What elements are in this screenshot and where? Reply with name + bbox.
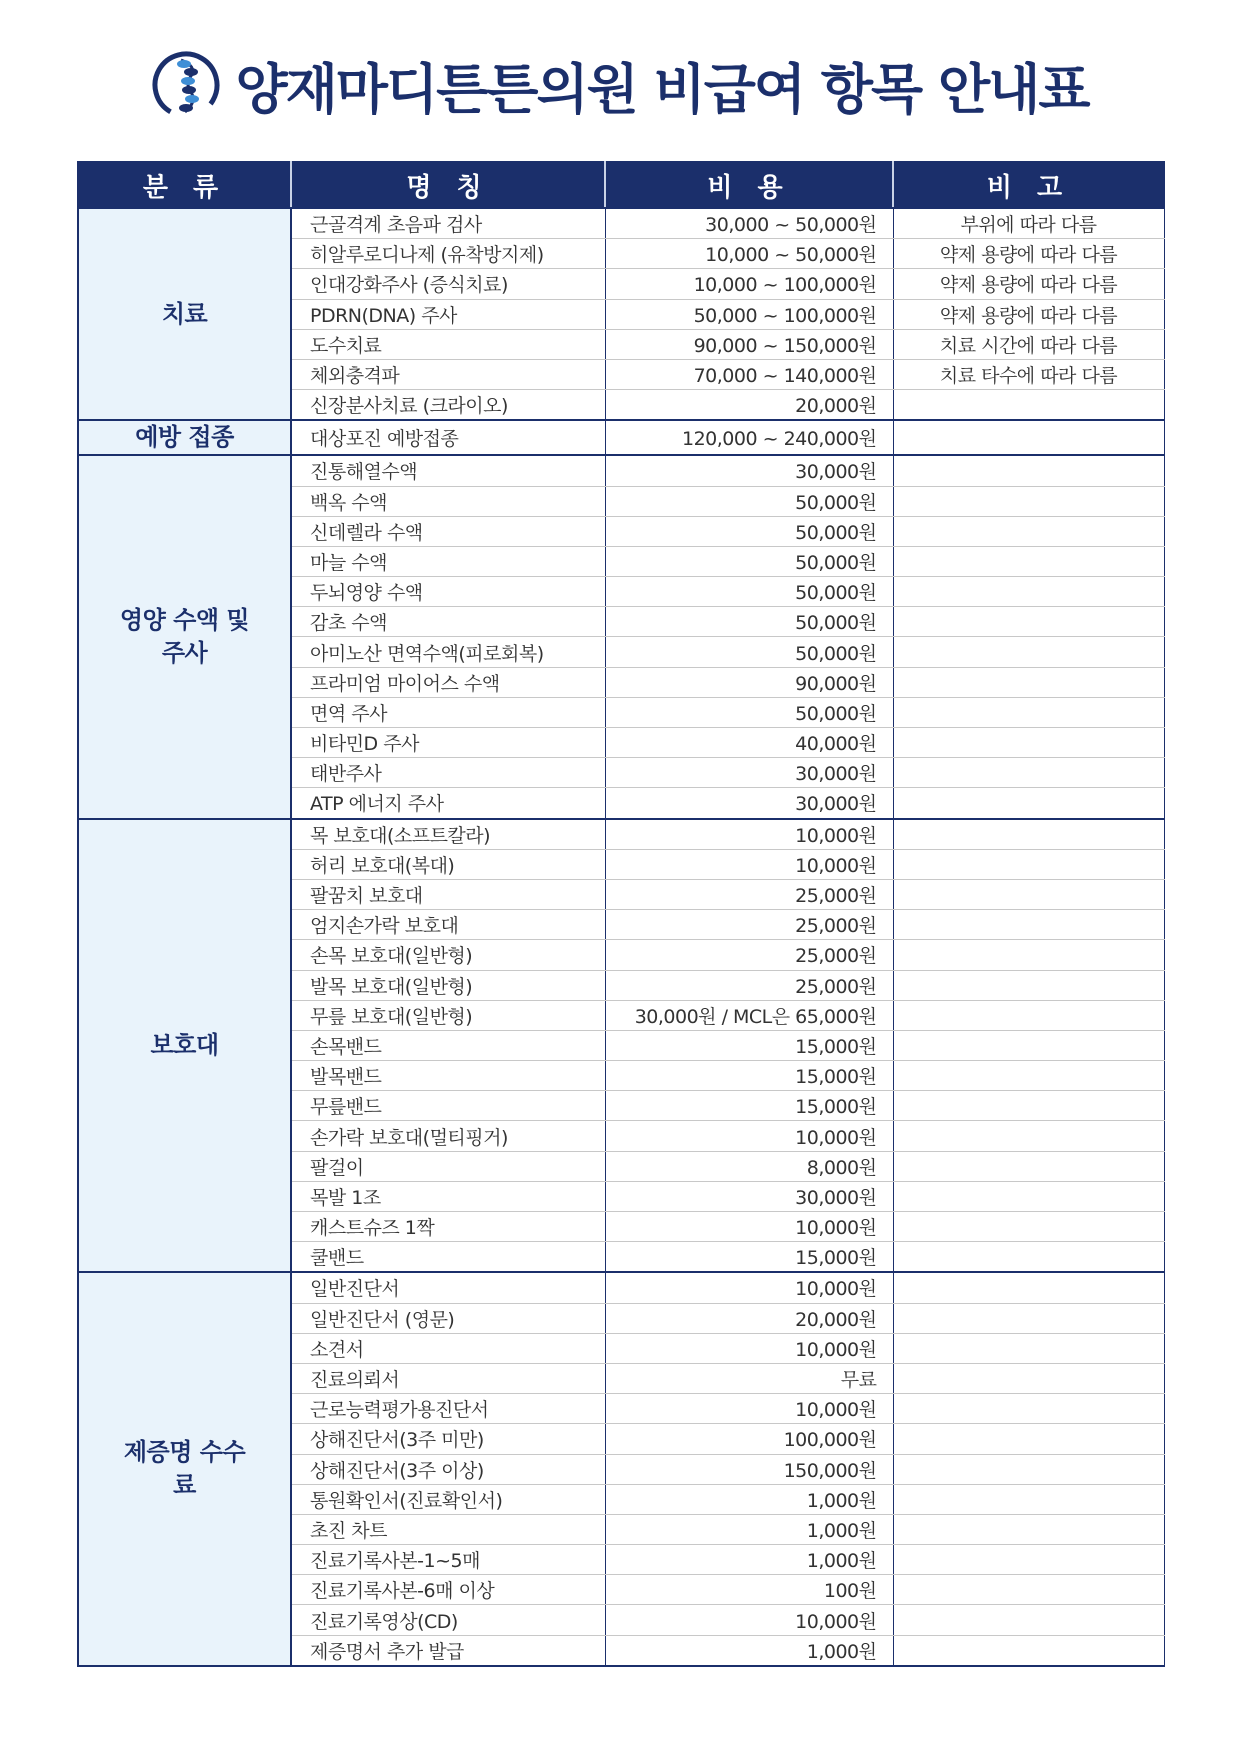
- name-cell: 허리 보호대(복대): [291, 849, 605, 879]
- name-cell: 일반진단서 (영문): [291, 1303, 605, 1333]
- note-cell: [893, 788, 1164, 819]
- price-cell: 50,000원: [605, 486, 893, 516]
- category-cell: 영양 수액 및 주사: [78, 455, 291, 818]
- price-cell: 50,000원: [605, 697, 893, 727]
- note-cell: [893, 1363, 1164, 1393]
- name-cell: 손가락 보호대(멀티핑거): [291, 1121, 605, 1151]
- price-cell: 15,000원: [605, 1030, 893, 1060]
- note-cell: [893, 607, 1164, 637]
- name-cell: 태반주사: [291, 758, 605, 788]
- name-cell: 감초 수액: [291, 607, 605, 637]
- note-cell: [893, 819, 1164, 850]
- note-cell: [893, 486, 1164, 516]
- name-cell: 인대강화주사 (증식치료): [291, 269, 605, 299]
- price-cell: 15,000원: [605, 1061, 893, 1091]
- name-cell: 팔꿈치 보호대: [291, 879, 605, 909]
- note-cell: [893, 1000, 1164, 1030]
- note-cell: [893, 1394, 1164, 1424]
- name-cell: 근골격계 초음파 검사: [291, 208, 605, 239]
- price-cell: 30,000원: [605, 788, 893, 819]
- name-cell: 신장분사치료 (크라이오): [291, 390, 605, 421]
- price-cell: 1,000원: [605, 1545, 893, 1575]
- note-cell: [893, 1635, 1164, 1666]
- note-cell: [893, 849, 1164, 879]
- note-cell: [893, 1181, 1164, 1211]
- name-cell: 두뇌영양 수액: [291, 577, 605, 607]
- note-cell: [893, 390, 1164, 421]
- name-cell: 발목 보호대(일반형): [291, 970, 605, 1000]
- price-cell: 20,000원: [605, 1303, 893, 1333]
- column-header-price: 비 용: [605, 162, 893, 208]
- price-cell: 30,000 ~ 50,000원: [605, 208, 893, 239]
- price-cell: 10,000원: [605, 819, 893, 850]
- price-cell: 10,000원: [605, 1272, 893, 1303]
- table-row: [78, 455, 1164, 486]
- name-cell: 통원확인서(진료확인서): [291, 1484, 605, 1514]
- note-cell: [893, 1605, 1164, 1635]
- name-cell: 근로능력평가용진단서: [291, 1394, 605, 1424]
- name-cell: 진료기록영상(CD): [291, 1605, 605, 1635]
- name-cell: 진료기록사본-6매 이상: [291, 1575, 605, 1605]
- price-cell: 25,000원: [605, 940, 893, 970]
- price-cell: 100,000원: [605, 1424, 893, 1454]
- note-cell: [893, 1242, 1164, 1273]
- price-cell: 10,000원: [605, 1121, 893, 1151]
- name-cell: 아미노산 면역수액(피로회복): [291, 637, 605, 667]
- name-cell: 손목밴드: [291, 1030, 605, 1060]
- table-row: [78, 819, 1164, 850]
- price-cell: 8,000원: [605, 1151, 893, 1181]
- note-cell: [893, 1333, 1164, 1363]
- price-cell: 90,000원: [605, 667, 893, 697]
- name-cell: 초진 차트: [291, 1514, 605, 1544]
- note-cell: [893, 420, 1164, 455]
- name-cell: 마늘 수액: [291, 546, 605, 576]
- note-cell: [893, 1091, 1164, 1121]
- table-row: [78, 420, 1164, 455]
- note-cell: [893, 1061, 1164, 1091]
- price-cell: 1,000원: [605, 1484, 893, 1514]
- note-cell: 치료 타수에 따라 다름: [893, 359, 1164, 389]
- note-cell: [893, 728, 1164, 758]
- note-cell: [893, 758, 1164, 788]
- table-body: [78, 208, 1164, 1666]
- note-cell: [893, 577, 1164, 607]
- name-cell: ATP 에너지 주사: [291, 788, 605, 819]
- spine-icon: [151, 50, 221, 120]
- name-cell: 신데렐라 수액: [291, 516, 605, 546]
- price-cell: 15,000원: [605, 1242, 893, 1273]
- note-cell: [893, 697, 1164, 727]
- table-row: [78, 208, 1164, 239]
- note-cell: [893, 1545, 1164, 1575]
- note-cell: [893, 1121, 1164, 1151]
- note-cell: [893, 1151, 1164, 1181]
- category-cell: 치료: [78, 208, 291, 420]
- name-cell: PDRN(DNA) 주사: [291, 299, 605, 329]
- note-cell: [893, 1030, 1164, 1060]
- price-cell: 25,000원: [605, 970, 893, 1000]
- name-cell: 도수치료: [291, 329, 605, 359]
- name-cell: 진료의뢰서: [291, 1363, 605, 1393]
- note-cell: [893, 1575, 1164, 1605]
- column-header-name: 명 칭: [291, 162, 605, 208]
- name-cell: 팔걸이: [291, 1151, 605, 1181]
- price-cell: 10,000 ~ 100,000원: [605, 269, 893, 299]
- note-cell: [893, 910, 1164, 940]
- price-cell: 50,000원: [605, 607, 893, 637]
- price-cell: 10,000원: [605, 1333, 893, 1363]
- price-cell: 10,000 ~ 50,000원: [605, 239, 893, 269]
- note-cell: [893, 940, 1164, 970]
- price-cell: 25,000원: [605, 879, 893, 909]
- name-cell: 면역 주사: [291, 697, 605, 727]
- price-cell: 70,000 ~ 140,000원: [605, 359, 893, 389]
- price-cell: 50,000원: [605, 546, 893, 576]
- column-header-note: 비 고: [893, 162, 1164, 208]
- price-cell: 30,000원 / MCL은 65,000원: [605, 1000, 893, 1030]
- name-cell: 진통해열수액: [291, 455, 605, 486]
- table-row: [78, 1272, 1164, 1303]
- name-cell: 프라미엄 마이어스 수액: [291, 667, 605, 697]
- price-cell: 150,000원: [605, 1454, 893, 1484]
- note-cell: [893, 1303, 1164, 1333]
- note-cell: 약제 용량에 따라 다름: [893, 239, 1164, 269]
- note-cell: [893, 1272, 1164, 1303]
- price-table: [77, 161, 1165, 1667]
- price-cell: 1,000원: [605, 1635, 893, 1666]
- price-cell: 10,000원: [605, 1605, 893, 1635]
- name-cell: 무릎밴드: [291, 1091, 605, 1121]
- name-cell: 백옥 수액: [291, 486, 605, 516]
- price-cell: 30,000원: [605, 455, 893, 486]
- column-header-category: 분 류: [78, 162, 291, 208]
- name-cell: 상해진단서(3주 이상): [291, 1454, 605, 1484]
- price-cell: 무료: [605, 1363, 893, 1393]
- name-cell: 목발 1조: [291, 1181, 605, 1211]
- price-cell: 10,000원: [605, 849, 893, 879]
- name-cell: 엄지손가락 보호대: [291, 910, 605, 940]
- name-cell: 발목밴드: [291, 1061, 605, 1091]
- note-cell: 약제 용량에 따라 다름: [893, 299, 1164, 329]
- note-cell: 치료 시간에 따라 다름: [893, 329, 1164, 359]
- name-cell: 일반진단서: [291, 1272, 605, 1303]
- price-cell: 10,000원: [605, 1394, 893, 1424]
- category-cell: 보호대: [78, 819, 291, 1273]
- price-cell: 120,000 ~ 240,000원: [605, 420, 893, 455]
- note-cell: [893, 1484, 1164, 1514]
- note-cell: [893, 1212, 1164, 1242]
- price-cell: 40,000원: [605, 728, 893, 758]
- name-cell: 캐스트슈즈 1짝: [291, 1212, 605, 1242]
- price-cell: 50,000원: [605, 516, 893, 546]
- note-cell: [893, 516, 1164, 546]
- note-cell: [893, 1454, 1164, 1484]
- name-cell: 손목 보호대(일반형): [291, 940, 605, 970]
- note-cell: [893, 455, 1164, 486]
- name-cell: 소견서: [291, 1333, 605, 1363]
- name-cell: 제증명서 추가 발급: [291, 1635, 605, 1666]
- name-cell: 체외충격파: [291, 359, 605, 389]
- price-cell: 1,000원: [605, 1514, 893, 1544]
- price-cell: 30,000원: [605, 758, 893, 788]
- table-header: [78, 162, 1164, 208]
- price-cell: 100원: [605, 1575, 893, 1605]
- name-cell: 히알루로디나제 (유착방지제): [291, 239, 605, 269]
- price-cell: 50,000 ~ 100,000원: [605, 299, 893, 329]
- header: [0, 40, 1240, 130]
- name-cell: 대상포진 예방접종: [291, 420, 605, 455]
- price-cell: 10,000원: [605, 1212, 893, 1242]
- note-cell: [893, 637, 1164, 667]
- name-cell: 무릎 보호대(일반형): [291, 1000, 605, 1030]
- name-cell: 쿨밴드: [291, 1242, 605, 1273]
- name-cell: 목 보호대(소프트칼라): [291, 819, 605, 850]
- name-cell: 진료기록사본-1~5매: [291, 1545, 605, 1575]
- category-cell: 예방 접종: [78, 420, 291, 455]
- note-cell: [893, 1424, 1164, 1454]
- note-cell: 약제 용량에 따라 다름: [893, 269, 1164, 299]
- name-cell: 비타민D 주사: [291, 728, 605, 758]
- price-cell: 30,000원: [605, 1181, 893, 1211]
- price-cell: 50,000원: [605, 637, 893, 667]
- price-cell: 90,000 ~ 150,000원: [605, 329, 893, 359]
- note-cell: 부위에 따라 다름: [893, 208, 1164, 239]
- price-cell: 20,000원: [605, 390, 893, 421]
- category-cell: 제증명 수수료: [78, 1272, 291, 1665]
- price-cell: 15,000원: [605, 1091, 893, 1121]
- note-cell: [893, 1514, 1164, 1544]
- page-title: 양재마디튼튼의원 비급여 항목 안내표: [235, 57, 1089, 121]
- note-cell: [893, 879, 1164, 909]
- name-cell: 상해진단서(3주 미만): [291, 1424, 605, 1454]
- note-cell: [893, 546, 1164, 576]
- note-cell: [893, 667, 1164, 697]
- price-cell: 25,000원: [605, 910, 893, 940]
- note-cell: [893, 970, 1164, 1000]
- price-cell: 50,000원: [605, 577, 893, 607]
